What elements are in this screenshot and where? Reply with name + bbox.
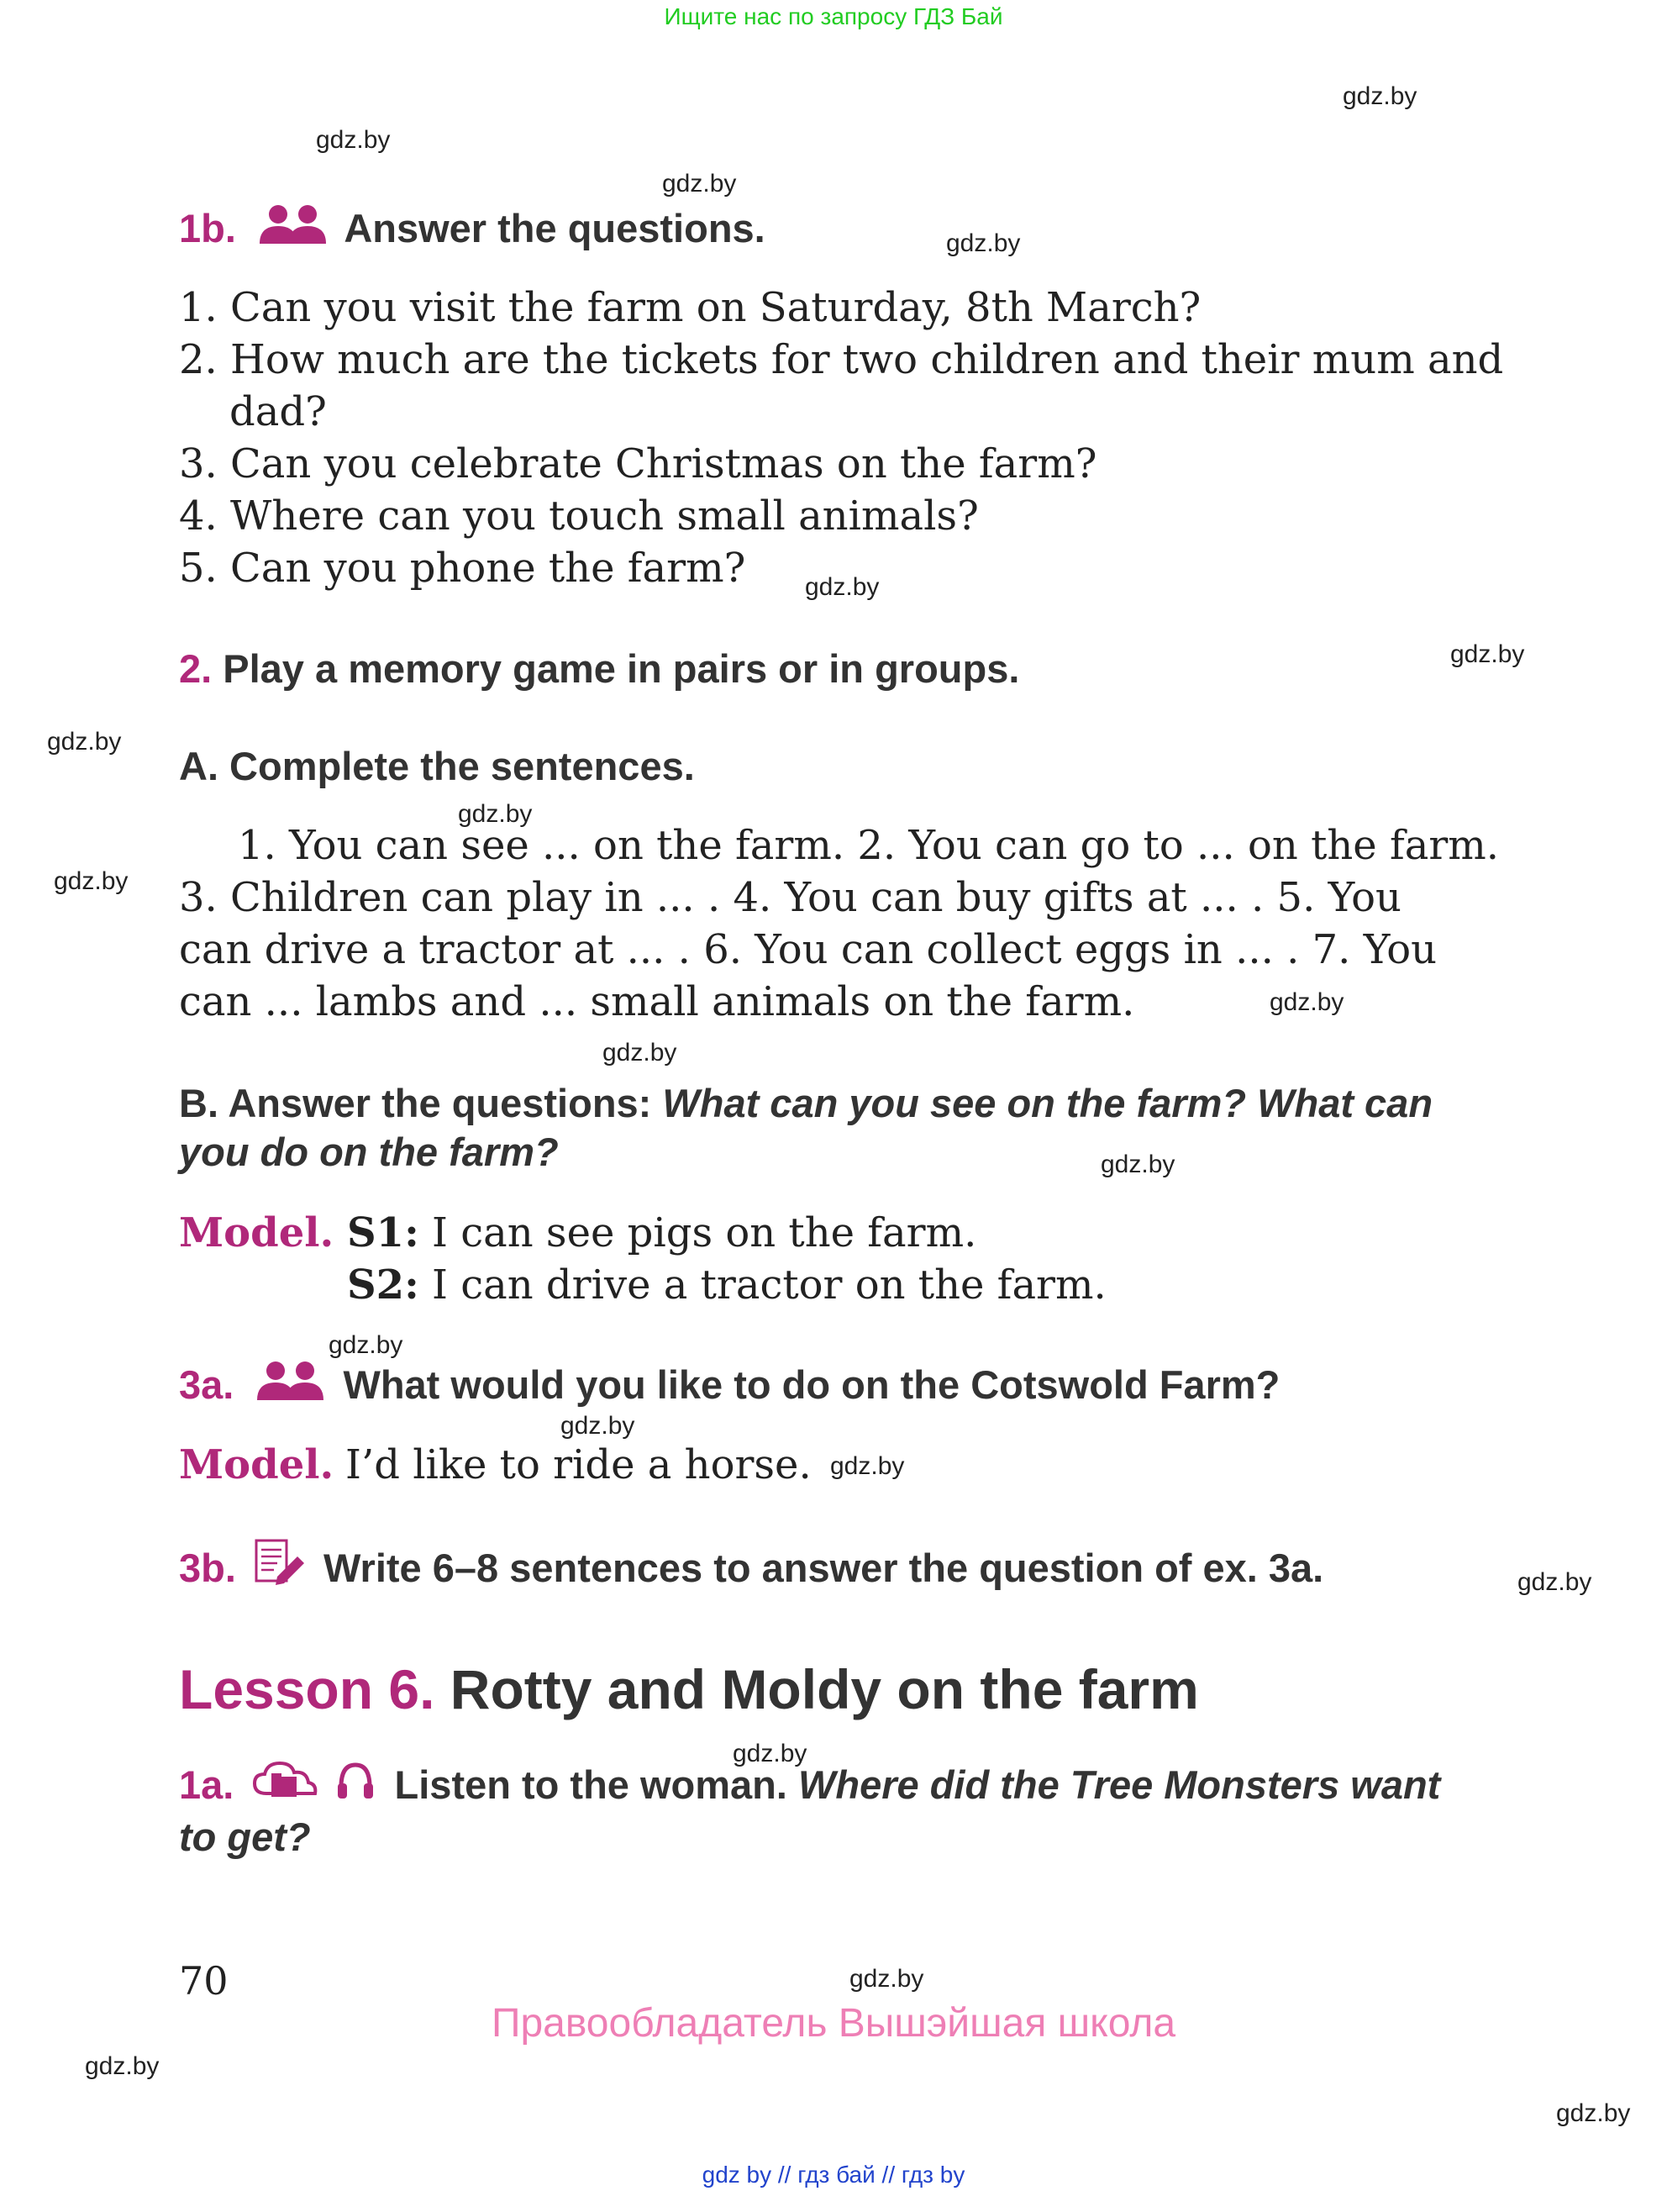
model-sentence: I’d like to ride a horse. (345, 1441, 812, 1488)
watermark: gdz.by (602, 1039, 677, 1066)
part-b-prefix: B. Answer the questions: (179, 1081, 663, 1125)
watermark: gdz.by (830, 1452, 905, 1480)
part-b-question: What can you see on the farm? What can (662, 1081, 1433, 1125)
exercise-title: Answer the questions. (344, 206, 765, 250)
watermark: gdz.by (1556, 2099, 1631, 2127)
exercise-number: 2. (179, 646, 213, 691)
exercise-title: What would you like to do on the Cotswold Farm? (343, 1362, 1280, 1407)
list-item: 4. Where can you touch small animals? (179, 492, 979, 540)
speaker-tag: S2: (347, 1261, 419, 1309)
exercise-number: 3a. (179, 1362, 234, 1407)
lesson-number: Lesson 6. (179, 1658, 435, 1720)
watermark: gdz.by (946, 229, 1021, 257)
model-sentence: I can drive a tractor on the farm. (418, 1261, 1107, 1309)
watermark: gdz.by (849, 1965, 924, 1993)
model-label: Model. (179, 1441, 334, 1488)
pair-work-icon (255, 1360, 327, 1411)
model-block (179, 1207, 1107, 1311)
list-item: 5. Can you phone the farm? (179, 545, 746, 592)
sentence-line: 3. Children can play in ... . 4. You can buy gifts at ... . 5. You (179, 874, 1401, 921)
page-number: 70 (179, 1958, 229, 2004)
watermark: gdz.by (1101, 1151, 1175, 1178)
model-sentence: I can see pigs on the farm. (418, 1209, 977, 1256)
watermark: gdz.by (316, 126, 391, 154)
model-block (179, 1439, 812, 1491)
writing-icon (254, 1538, 308, 1594)
exercise-1a-heading (179, 1760, 1440, 1862)
exercise-title: Play a memory game in pairs or in groups. (223, 646, 1020, 691)
watermark: gdz.by (805, 573, 880, 601)
exercise-question: to get? (179, 1814, 311, 1859)
watermark: gdz.by (54, 867, 129, 895)
sentence-line: can drive a tractor at ... . 6. You can collect eggs in ... . 7. You (179, 926, 1438, 973)
sentence-line: 1. You can see ... on the farm. 2. You can go to ... on the farm. (238, 822, 1500, 869)
watermark: gdz.by (1343, 82, 1417, 110)
footer-links[interactable]: gdz by // гдз бай // гдз by (702, 2162, 965, 2188)
top-banner[interactable]: Ищите нас по запросу ГДЗ Бай (664, 3, 1003, 29)
list-item: dad? (229, 388, 327, 435)
lesson-name: Rotty and Moldy on the farm (434, 1658, 1199, 1720)
part-b-question: you do on the farm? (179, 1130, 559, 1174)
exercise-title: Listen to the woman. (394, 1762, 798, 1807)
headphones-icon (336, 1760, 375, 1813)
exercise-question: Where did the Tree Monsters want (798, 1762, 1441, 1807)
watermark: gdz.by (47, 728, 122, 756)
part-b-heading (179, 1079, 1433, 1177)
watermark: gdz.by (733, 1740, 807, 1767)
part-a-sentences (179, 819, 1499, 1028)
lesson-title (179, 1657, 1199, 1721)
questions-list (179, 282, 1503, 594)
speaker-tag: S1: (347, 1209, 419, 1256)
watermark: gdz.by (1450, 640, 1525, 668)
watermark: gdz.by (662, 170, 737, 198)
exercise-3a-heading (179, 1360, 1280, 1411)
copyright-notice: Правообладатель Вышэйшая школа (491, 2001, 1176, 2046)
cloud-folder-icon (251, 1760, 320, 1813)
model-label: Model. (179, 1209, 334, 1256)
list-item: 1. Can you visit the farm on Saturday, 8th March? (179, 284, 1202, 331)
exercise-1b-heading (179, 203, 765, 255)
exercise-title: Write 6–8 sentences to answer the question of ex. 3a. (323, 1546, 1324, 1590)
watermark: gdz.by (1517, 1568, 1592, 1596)
sentence-line: can ... lambs and ... small animals on the farm. (179, 978, 1135, 1025)
watermark: gdz.by (560, 1412, 635, 1440)
pair-work-icon (257, 203, 329, 255)
watermark: gdz.by (85, 2052, 160, 2080)
exercise-number: 3b. (179, 1546, 236, 1590)
list-item: 2. How much are the tickets for two children and their mum and (179, 336, 1504, 383)
part-a-heading: A. Complete the sentences. (179, 744, 695, 788)
watermark: gdz.by (458, 800, 533, 828)
list-item: 3. Can you celebrate Christmas on the farm? (179, 440, 1097, 487)
exercise-number: 1a. (179, 1762, 234, 1807)
exercise-2-heading (179, 645, 1019, 692)
watermark: gdz.by (1270, 988, 1344, 1016)
exercise-number: 1b. (179, 206, 236, 250)
watermark: gdz.by (329, 1331, 403, 1359)
exercise-3b-heading (179, 1538, 1323, 1594)
